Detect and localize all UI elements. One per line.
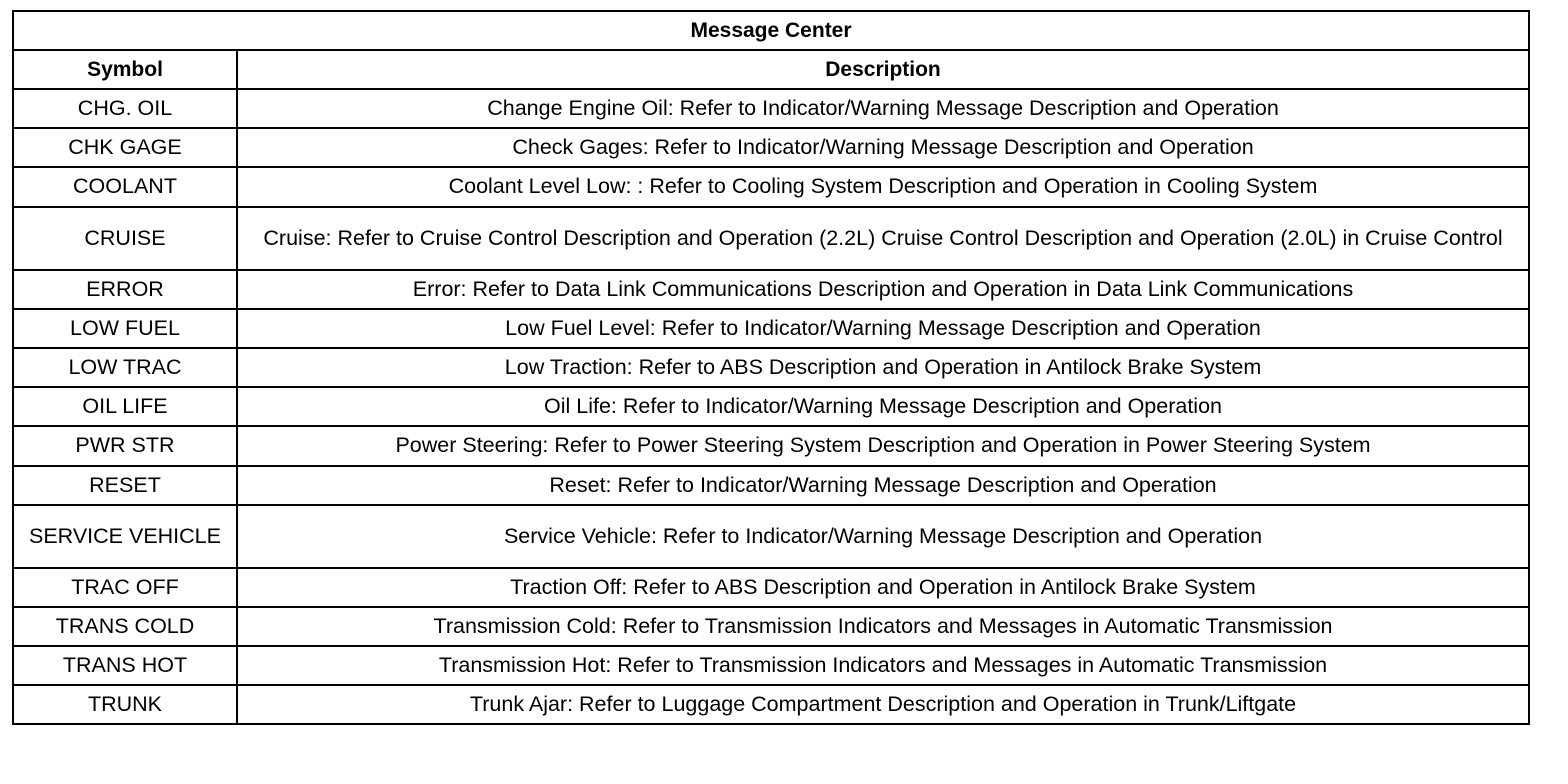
description-cell: Cruise: Refer to Cruise Control Description and Operation (2.2L) Cruise Control Description and Operation (2.0L) in Cruise Control	[237, 207, 1529, 270]
table-row	[13, 505, 1529, 568]
table-row	[13, 568, 1529, 607]
symbol-cell: TRUNK	[13, 685, 237, 724]
table-row	[13, 348, 1529, 387]
message-center-table-container	[12, 10, 1528, 725]
column-header-symbol: Symbol	[13, 50, 237, 89]
table-header-row	[13, 50, 1529, 89]
symbol-cell: LOW FUEL	[13, 309, 237, 348]
description-cell: Oil Life: Refer to Indicator/Warning Message Description and Operation	[237, 387, 1529, 426]
description-cell: Check Gages: Refer to Indicator/Warning Message Description and Operation	[237, 128, 1529, 167]
table-title-row	[13, 11, 1529, 50]
symbol-cell: ERROR	[13, 270, 237, 309]
symbol-cell: LOW TRAC	[13, 348, 237, 387]
symbol-cell: PWR STR	[13, 426, 237, 465]
symbol-cell: TRANS HOT	[13, 646, 237, 685]
symbol-cell: RESET	[13, 466, 237, 505]
table-row	[13, 607, 1529, 646]
symbol-cell: SERVICE VEHICLE	[13, 505, 237, 568]
table-row	[13, 207, 1529, 270]
symbol-cell: CRUISE	[13, 207, 237, 270]
description-cell: Low Fuel Level: Refer to Indicator/Warning Message Description and Operation	[237, 309, 1529, 348]
description-cell: Low Traction: Refer to ABS Description and Operation in Antilock Brake System	[237, 348, 1529, 387]
description-cell: Error: Refer to Data Link Communications Description and Operation in Data Link Communications	[237, 270, 1529, 309]
message-center-table	[12, 10, 1530, 725]
symbol-cell: OIL LIFE	[13, 387, 237, 426]
table-row	[13, 309, 1529, 348]
table-row	[13, 646, 1529, 685]
table-title: Message Center	[13, 11, 1529, 50]
column-header-description: Description	[237, 50, 1529, 89]
description-cell: Service Vehicle: Refer to Indicator/Warning Message Description and Operation	[237, 505, 1529, 568]
table-row	[13, 128, 1529, 167]
description-cell: Reset: Refer to Indicator/Warning Message Description and Operation	[237, 466, 1529, 505]
description-cell: Coolant Level Low: : Refer to Cooling System Description and Operation in Cooling System	[237, 167, 1529, 206]
table-row	[13, 426, 1529, 465]
description-cell: Change Engine Oil: Refer to Indicator/Warning Message Description and Operation	[237, 89, 1529, 128]
symbol-cell: CHK GAGE	[13, 128, 237, 167]
description-cell: Traction Off: Refer to ABS Description and Operation in Antilock Brake System	[237, 568, 1529, 607]
table-row	[13, 466, 1529, 505]
table-row	[13, 89, 1529, 128]
table-row	[13, 387, 1529, 426]
table-row	[13, 685, 1529, 724]
symbol-cell: COOLANT	[13, 167, 237, 206]
description-cell: Trunk Ajar: Refer to Luggage Compartment Description and Operation in Trunk/Liftgate	[237, 685, 1529, 724]
description-cell: Transmission Cold: Refer to Transmission Indicators and Messages in Automatic Transmission	[237, 607, 1529, 646]
symbol-cell: TRANS COLD	[13, 607, 237, 646]
table-row	[13, 167, 1529, 206]
description-cell: Power Steering: Refer to Power Steering System Description and Operation in Power Steering System	[237, 426, 1529, 465]
symbol-cell: CHG. OIL	[13, 89, 237, 128]
symbol-cell: TRAC OFF	[13, 568, 237, 607]
table-row	[13, 270, 1529, 309]
description-cell: Transmission Hot: Refer to Transmission Indicators and Messages in Automatic Transmission	[237, 646, 1529, 685]
